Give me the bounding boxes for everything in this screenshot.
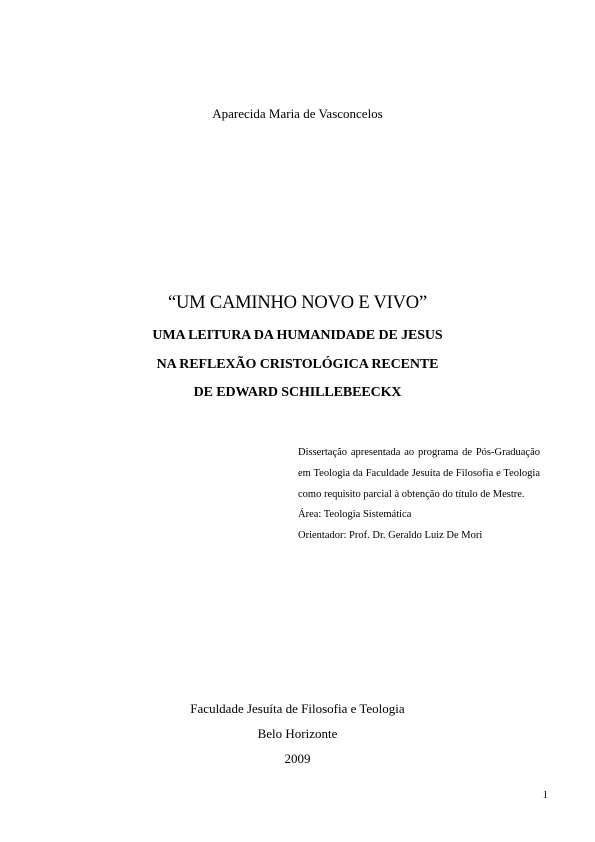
subtitle-line-1: UMA LEITURA DA HUMANIDADE DE JESUS bbox=[152, 328, 443, 343]
institution-name: Faculdade Jesuíta de Filosofia e Teologia bbox=[190, 701, 405, 716]
subtitle-line-3: DE EDWARD SCHILLEBEECKX bbox=[193, 385, 402, 400]
city-name: Belo Horizonte bbox=[257, 726, 338, 741]
subtitle-line-2: NA REFLEXÃO CRISTOLÓGICA RECENTE bbox=[156, 357, 439, 372]
main-title: “UM CAMINHO NOVO E VIVO” bbox=[168, 293, 427, 313]
dissertation-area: Área: Teologia Sistemática bbox=[298, 509, 412, 521]
dissertation-advisor: Orientador: Prof. Dr. Geraldo Luiz De Mori bbox=[298, 530, 483, 542]
year: 2009 bbox=[284, 751, 311, 766]
author-name: Aparecida Maria de Vasconcelos bbox=[212, 106, 383, 121]
page-number: 1 bbox=[542, 790, 548, 801]
dissertation-statement: Dissertação apresentada ao programa de Pós-Graduação em Teologia da Faculdade Jesuíta de Filosofia e Teologia como requisito parcial à obtenção do título de Mestre. bbox=[298, 447, 540, 500]
dissertation-note bbox=[298, 443, 540, 547]
